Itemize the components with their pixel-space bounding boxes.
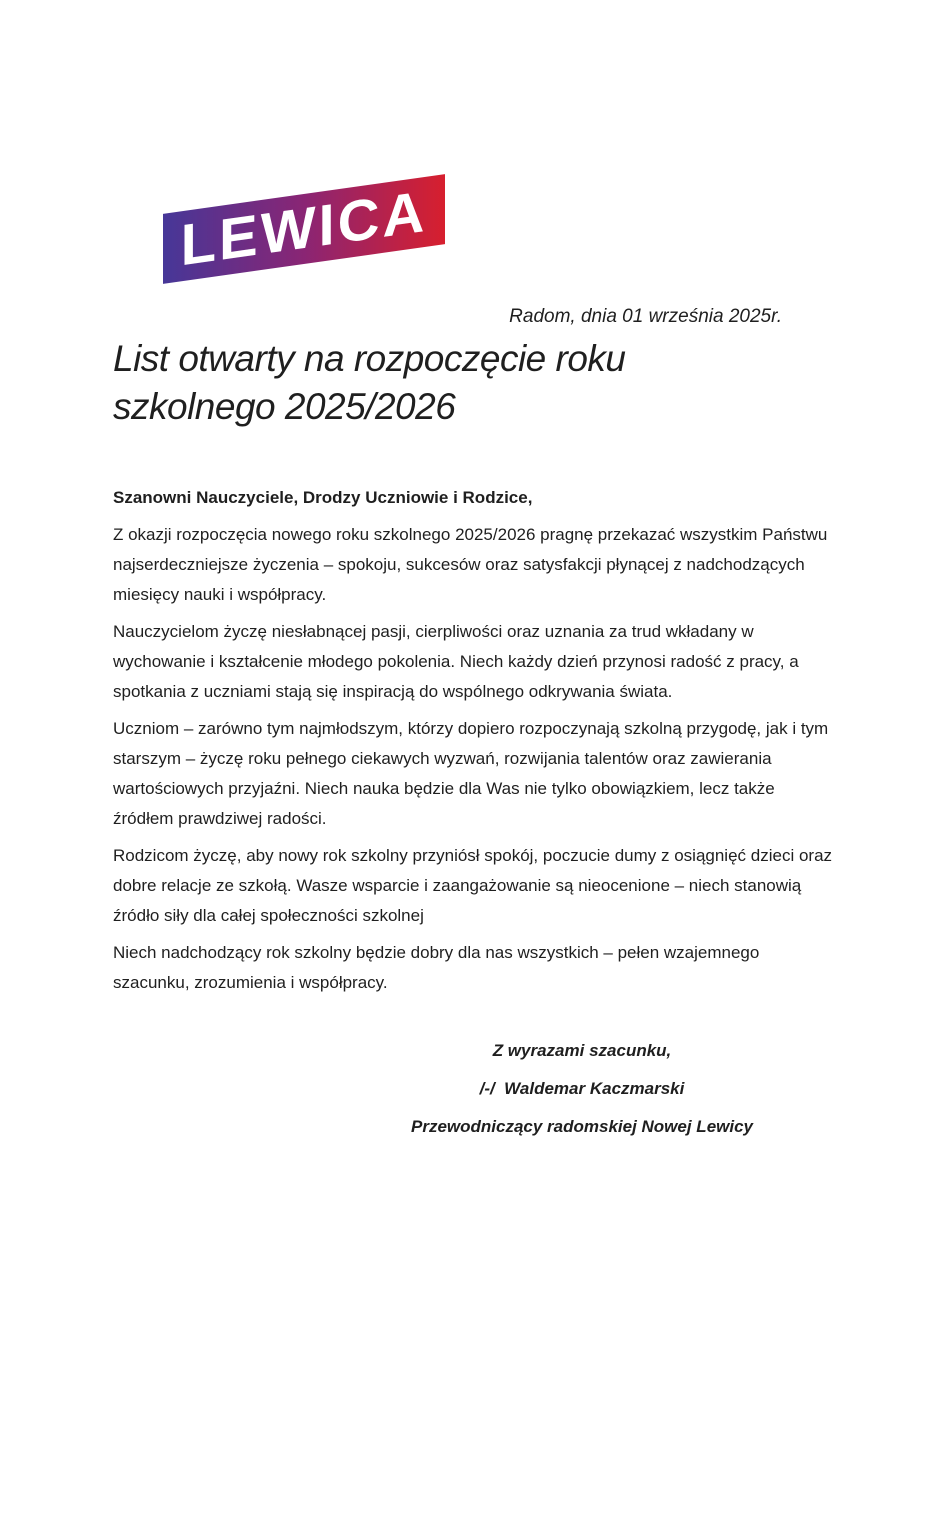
letter-title: List otwarty na rozpoczęcie roku szkolnego 2025/2026 [113, 338, 626, 427]
paragraph-final-wish: Niech nadchodzący rok szkolny będzie dobry dla nas wszystkich – pełen wzajemnego szacunku, zrozumienia i współpracy. [113, 943, 760, 992]
closing-regards: Z wyrazami szacunku, [492, 1041, 672, 1060]
closing-signature: /-/ Waldemar Kaczmarski [479, 1079, 685, 1098]
paragraph-wishes-all: Z okazji rozpoczęcia nowego roku szkolnego 2025/2026 pragnę przekazać wszystkim Państwu najserdeczniejsze życzenia – spokoju, sukcesów oraz satysfakcji płynącej z nadchodzących miesięcy nauki i współpracy. [113, 525, 828, 604]
salutation: Szanowni Nauczyciele, Drodzy Uczniowie i Rodzice, [113, 488, 533, 507]
lewica-logo-text: LEWICA [180, 178, 428, 279]
closing-block [327, 1036, 837, 1142]
closing-role: Przewodniczący radomskiej Nowej Lewicy [410, 1117, 754, 1136]
letter-page [0, 178, 950, 1537]
paragraph-students: Uczniom – zarówno tym najmłodszym, którzy dopiero rozpoczynają szkolną przygodę, jak i tym starszym – życzę roku pełnego ciekawych wyzwań, rozwijania talentów oraz zawierania wartościowych przyjaźni. Niech nauka będzie dla Was nie tylko obowiązkiem, lecz także źródłem prawdziwej radości. [113, 719, 829, 828]
paragraph-parents: Rodzicom życzę, aby nowy rok szkolny przyniósł spokój, poczucie dumy z osiągnięć dzieci oraz dobre relacje ze szkołą. Wasze wsparcie i zaangażowanie są nieocenione – niech stanowią źródło siły dla całej społeczności szkolnej [113, 846, 833, 925]
lewica-logo [163, 174, 445, 284]
date-line: Radom, dnia 01 września 2025r. [509, 306, 782, 327]
paragraph-teachers: Nauczycielom życzę niesłabnącej pasji, cierpliwości oraz uznania za trud wkładany w wychowanie i kształcenie młodego pokolenia. Niech każdy dzień przynosi radość z pracy, a spotkania z uczniami stają się inspiracją do wspólnego odkrywania świata. [113, 622, 799, 701]
